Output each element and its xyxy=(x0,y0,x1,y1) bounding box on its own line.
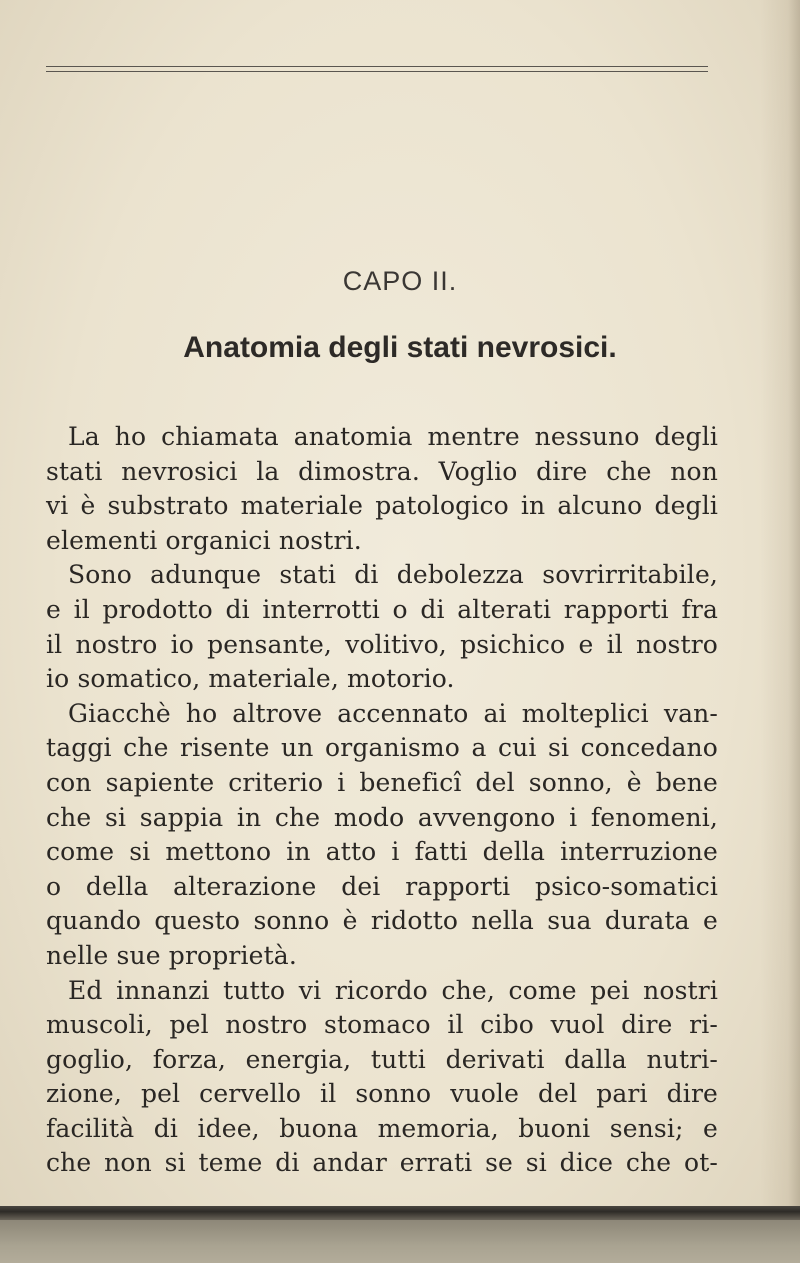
text-line: facilità di idee, buona memoria, buoni sensi; e xyxy=(46,1113,718,1143)
page-bottom-strip xyxy=(0,1220,800,1263)
text-line: stati nevrosici la dimostra. Voglio dire che non xyxy=(46,456,718,486)
text-line: La ho chiamata anatomia mentre nessuno degli xyxy=(68,422,718,451)
text-line: che non si teme di andar errati se si dice che ot- xyxy=(46,1148,718,1178)
text-line: elementi organici nostri. xyxy=(46,525,362,555)
text-line: nelle sue proprietà. xyxy=(46,940,297,970)
chapter-heading: CAPO II. xyxy=(342,266,458,296)
page-edge-shadow xyxy=(760,0,800,1263)
text-line: Sono adunque stati di debolezza sovrirritabile, xyxy=(68,560,718,590)
text-line: che si sappia in che modo avvengono i fenomeni, xyxy=(46,802,718,832)
chapter-title: Anatomia degli stati nevrosici. xyxy=(183,331,617,364)
text-line: vi è substrato materiale patologico in alcuno degli xyxy=(46,491,718,521)
text-line: con sapiente criterio i beneficî del sonno, è bene xyxy=(46,767,718,797)
page-bottom-edge xyxy=(0,1206,800,1220)
text-line: zione, pel cervello il sonno vuole del pari dire xyxy=(46,1079,718,1109)
text-line: io somatico, materiale, motorio. xyxy=(46,664,455,694)
text-line: goglio, forza, energia, tutti derivati dalla nutri- xyxy=(46,1044,718,1074)
text-line: quando questo sonno è ridotto nella sua durata e xyxy=(46,906,718,936)
text-line: il nostro io pensante, volitivo, psichico e il nostro xyxy=(46,629,718,659)
text-line: muscoli, pel nostro stomaco il cibo vuol dire ri- xyxy=(46,1010,718,1040)
text-line: come si mettono in atto i fatti della interruzione xyxy=(46,837,718,867)
text-line: e il prodotto di interrotti o di alterati rapporti fra xyxy=(46,594,718,624)
text-line: o della alterazione dei rapporti psico-somatici xyxy=(46,871,718,901)
text-line: Giacchè ho altrove accennato ai molteplici van- xyxy=(68,698,718,728)
header-double-rule xyxy=(46,66,708,72)
text-line: Ed innanzi tutto vi ricordo che, come pei nostri xyxy=(68,975,718,1005)
text-line: taggi che risente un organismo a cui si concedano xyxy=(46,733,718,763)
body-text xyxy=(46,420,718,1181)
